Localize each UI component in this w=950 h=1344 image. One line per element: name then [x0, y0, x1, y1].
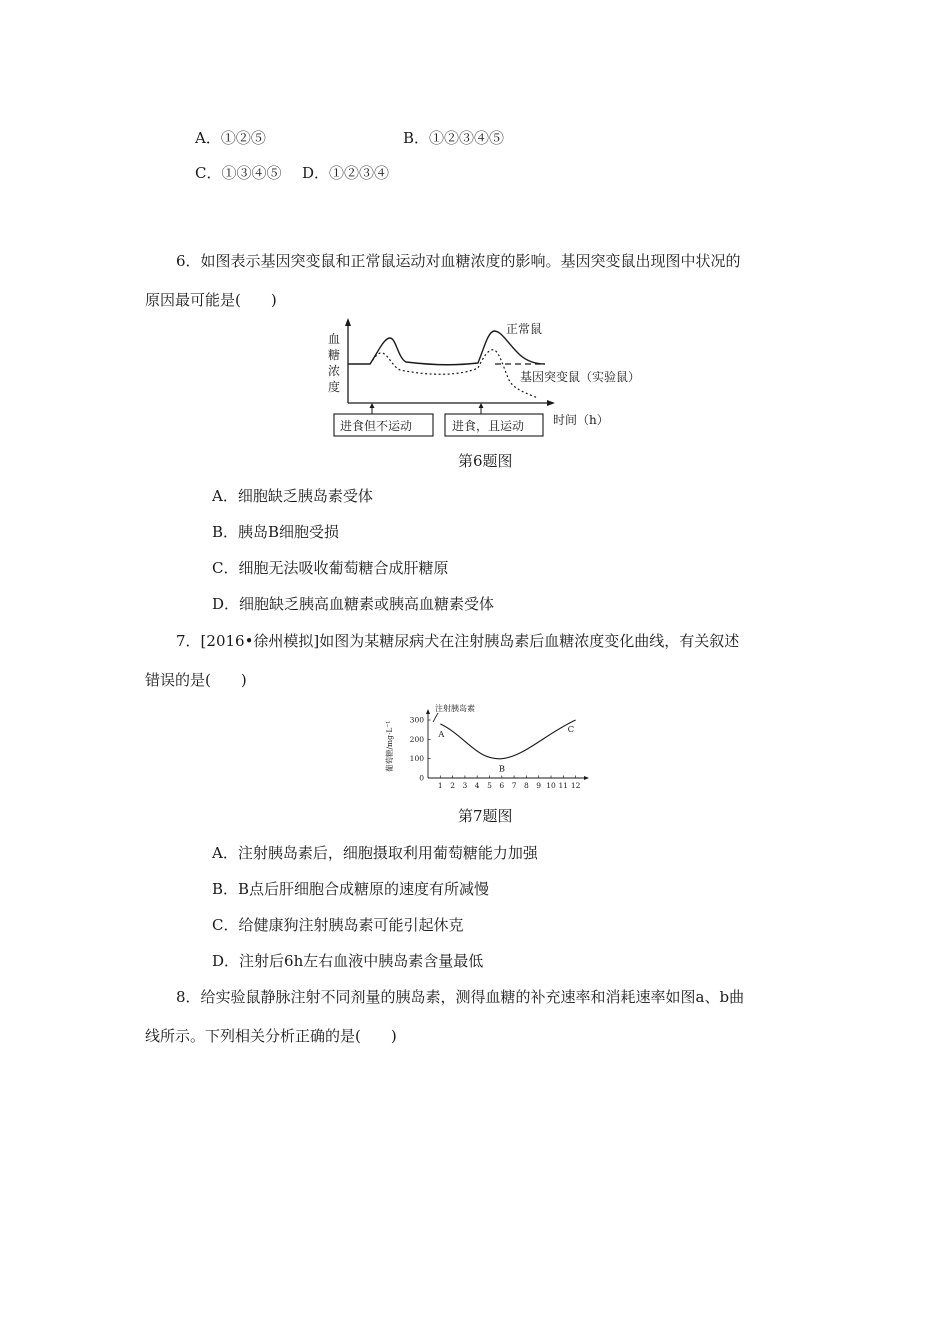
q6-stem-line1: 6．如图表示基因突变鼠和正常鼠运动对血糖浓度的影响。基因突变鼠出现图中状况的 [176, 252, 741, 270]
q7-point-a-label: A [438, 729, 445, 740]
q7-x-tick-label-8: 8 [524, 781, 529, 790]
q7-y-arrow [426, 709, 430, 714]
q6-stem-line2: 原因最可能是( ) [145, 291, 277, 309]
q7-x-tick-label-1: 1 [437, 781, 443, 790]
q7-y-tick-label-200: 200 [409, 734, 424, 744]
q6-ylabel-2: 浓 [328, 364, 341, 378]
q6-figure [300, 318, 680, 442]
q6-xlabel: 时间（h） [553, 413, 609, 427]
q8-stem-line1: 8．给实验鼠静脉注射不同剂量的胰岛素，测得血糖的补充速率和消耗速率如图a、b曲 [176, 988, 745, 1006]
q7-y-tick-label-300: 300 [409, 715, 424, 725]
q6-ylabel-3: 度 [328, 380, 341, 394]
q7-y-tick-label-0: 0 [419, 773, 424, 783]
q7-figure [380, 700, 600, 792]
q7-x-tick-label-2: 2 [450, 781, 455, 790]
q7-stem-line1: 7．[2016•徐州模拟]如图为某糖尿病犬在注射胰岛素后血糖浓度变化曲线，有关叙述 [176, 632, 740, 650]
q7-option-b: B．B点后肝细胞合成糖原的速度有所减慢 [212, 880, 490, 898]
q5-option-b: B．①②③④⑤ [403, 129, 505, 147]
q6-ylabel-1: 糖 [328, 348, 341, 362]
q7-curve [440, 720, 575, 759]
q7-option-d: D．注射后6h左右血液中胰岛素含量最低 [212, 952, 484, 970]
q6-arrow-head-1 [370, 403, 375, 408]
q7-point-c-label: C [567, 725, 575, 735]
q7-ylabel: 葡萄糖/mg·L⁻¹ [385, 720, 394, 772]
q6-box-exercise-label: 进食，且运动 [452, 419, 525, 433]
q7-y-tick-label-100: 100 [409, 754, 424, 764]
q7-annotation-pointer [433, 713, 438, 722]
q7-caption: 第7题图 [458, 807, 513, 825]
q6-y-arrow [345, 318, 351, 326]
q6-x-arrow [547, 400, 555, 406]
q7-option-c: C．给健康狗注射胰岛素可能引起休克 [212, 916, 464, 934]
q7-x-tick-label-7: 7 [511, 781, 517, 790]
q7-x-tick-label-5: 5 [487, 781, 492, 790]
q7-stem-line2: 错误的是( ) [145, 671, 247, 689]
q6-option-c: C．细胞无法吸收葡萄糖合成肝糖原 [212, 559, 449, 577]
q6-series-mutant [370, 350, 538, 398]
q7-x-tick-label-6: 6 [499, 781, 505, 790]
q6-label-normal: 正常鼠 [506, 322, 543, 336]
q7-x-tick-label-10: 10 [546, 781, 556, 790]
q5-option-c: C．①③④⑤ [195, 164, 282, 182]
q6-option-b: B．胰岛B细胞受损 [212, 523, 340, 541]
q7-x-tick-label-9: 9 [536, 781, 542, 790]
q6-series-normal [348, 331, 545, 365]
q6-caption: 第6题图 [458, 452, 513, 470]
q8-stem-line2: 线所示。下列相关分析正确的是( ) [145, 1027, 397, 1045]
q6-option-a: A．细胞缺乏胰岛素受体 [212, 487, 373, 505]
q6-arrow-head-2 [479, 403, 484, 408]
q7-annotation: 注射胰岛素 [435, 704, 475, 713]
q6-option-d: D．细胞缺乏胰高血糖素或胰高血糖素受体 [212, 595, 495, 613]
q5-option-a: A．①②⑤ [195, 129, 266, 147]
q5-option-d: D．①②③④ [302, 164, 390, 182]
q6-box-no-exercise-label: 进食但不运动 [340, 419, 413, 433]
q7-x-tick-label-3: 3 [462, 781, 468, 790]
q7-x-tick-label-12: 12 [570, 781, 581, 790]
q7-option-a: A．注射胰岛素后，细胞摄取利用葡萄糖能力加强 [212, 844, 538, 862]
q7-x-tick-label-4: 4 [474, 781, 480, 790]
q6-ylabel-0: 血 [328, 332, 341, 346]
q7-point-b-label: B [498, 764, 506, 775]
q6-label-mutant: 基因突变鼠（实验鼠） [520, 370, 641, 384]
q7-x-tick-label-11: 11 [558, 781, 569, 790]
q7-x-arrow [584, 776, 589, 780]
